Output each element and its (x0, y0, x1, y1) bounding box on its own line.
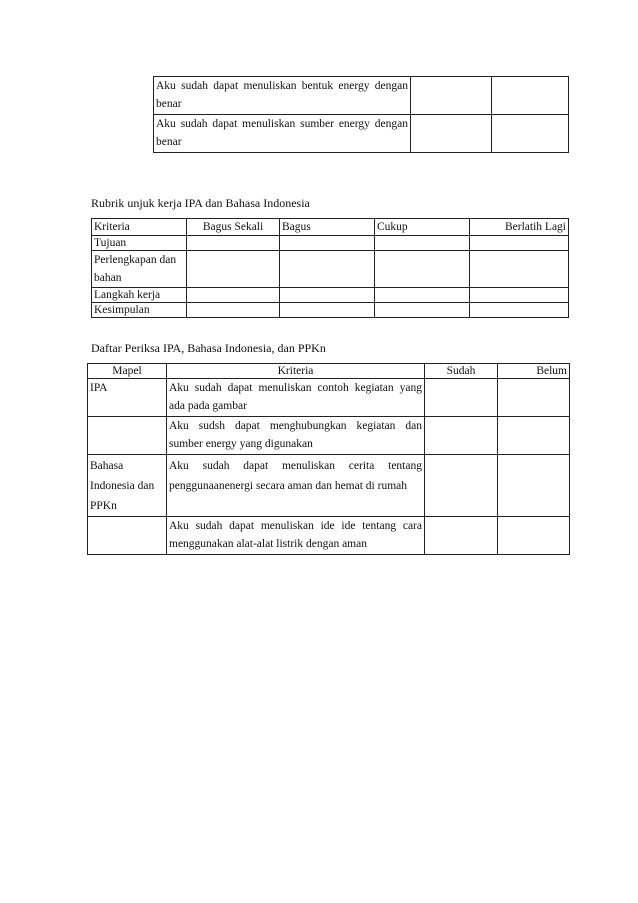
table-row (92, 251, 569, 288)
criteria-cell: Aku sudah dapat menuliskan ide ide tentang cara menggunakan alat-alat listrik dengan aman (167, 517, 425, 555)
check-cell[interactable] (498, 417, 570, 455)
table-row (92, 303, 569, 318)
score-cell[interactable] (375, 288, 470, 303)
score-cell[interactable] (470, 251, 569, 288)
check-cell[interactable] (498, 455, 570, 517)
table-header-row (88, 364, 570, 379)
score-cell[interactable] (375, 251, 470, 288)
header-cukup: Cukup (375, 219, 470, 236)
header-bagus-sekali: Bagus Sekali (187, 219, 280, 236)
header-berlatih-lagi: Berlatih Lagi (470, 219, 569, 236)
check-cell[interactable] (411, 77, 492, 115)
header-bagus: Bagus (280, 219, 375, 236)
header-sudah: Sudah (425, 364, 498, 379)
rubric-title: Rubrik unjuk kerja IPA dan Bahasa Indonesia (91, 196, 310, 210)
check-cell[interactable] (492, 115, 569, 153)
criteria-cell: Aku sudsh dapat menghubungkan kegiatan dan sumber energy yang digunakan (167, 417, 425, 455)
rubric-table (91, 218, 569, 318)
table-row (92, 236, 569, 251)
table-row (92, 288, 569, 303)
check-cell[interactable] (425, 517, 498, 555)
criteria-cell: Aku sudah dapat menuliskan sumber energy dengan benar (154, 115, 411, 153)
criteria-cell: Aku sudah dapat menuliskan cerita tentang penggunaanenergi secara aman dan hemat di rumah (167, 455, 425, 517)
check-cell[interactable] (425, 379, 498, 417)
check-cell[interactable] (498, 379, 570, 417)
check-cell[interactable] (425, 417, 498, 455)
header-kriteria: Kriteria (92, 219, 187, 236)
score-cell[interactable] (470, 236, 569, 251)
checklist-table (87, 363, 570, 555)
row-label: Tujuan (92, 236, 187, 251)
energy-checklist-table (153, 76, 569, 153)
row-label: Langkah kerja (92, 288, 187, 303)
score-cell[interactable] (375, 236, 470, 251)
score-cell[interactable] (470, 288, 569, 303)
score-cell[interactable] (187, 236, 280, 251)
mapel-cell: Bahasa Indonesia dan PPKn (88, 455, 167, 517)
row-label: Perlengkapan dan bahan (92, 251, 187, 288)
table-row (88, 417, 570, 455)
checklist-title: Daftar Periksa IPA, Bahasa Indonesia, dan PPKn (91, 341, 326, 355)
criteria-cell: Aku sudah dapat menuliskan contoh kegiatan yang ada pada gambar (167, 379, 425, 417)
score-cell[interactable] (280, 236, 375, 251)
score-cell[interactable] (187, 303, 280, 318)
check-cell[interactable] (498, 517, 570, 555)
header-belum: Belum (498, 364, 570, 379)
table-row (88, 517, 570, 555)
mapel-cell: IPA (88, 379, 167, 417)
table-row (154, 115, 569, 153)
table-row (88, 379, 570, 417)
score-cell[interactable] (187, 288, 280, 303)
header-mapel: Mapel (88, 364, 167, 379)
table-header-row (92, 219, 569, 236)
criteria-cell: Aku sudah dapat menuliskan bentuk energy dengan benar (154, 77, 411, 115)
mapel-cell (88, 417, 167, 455)
mapel-cell (88, 517, 167, 555)
score-cell[interactable] (470, 303, 569, 318)
row-label: Kesimpulan (92, 303, 187, 318)
score-cell[interactable] (280, 303, 375, 318)
check-cell[interactable] (425, 455, 498, 517)
score-cell[interactable] (280, 251, 375, 288)
score-cell[interactable] (375, 303, 470, 318)
score-cell[interactable] (187, 251, 280, 288)
header-kriteria: Kriteria (167, 364, 425, 379)
table-row (88, 455, 570, 517)
score-cell[interactable] (280, 288, 375, 303)
table-row (154, 77, 569, 115)
check-cell[interactable] (492, 77, 569, 115)
check-cell[interactable] (411, 115, 492, 153)
